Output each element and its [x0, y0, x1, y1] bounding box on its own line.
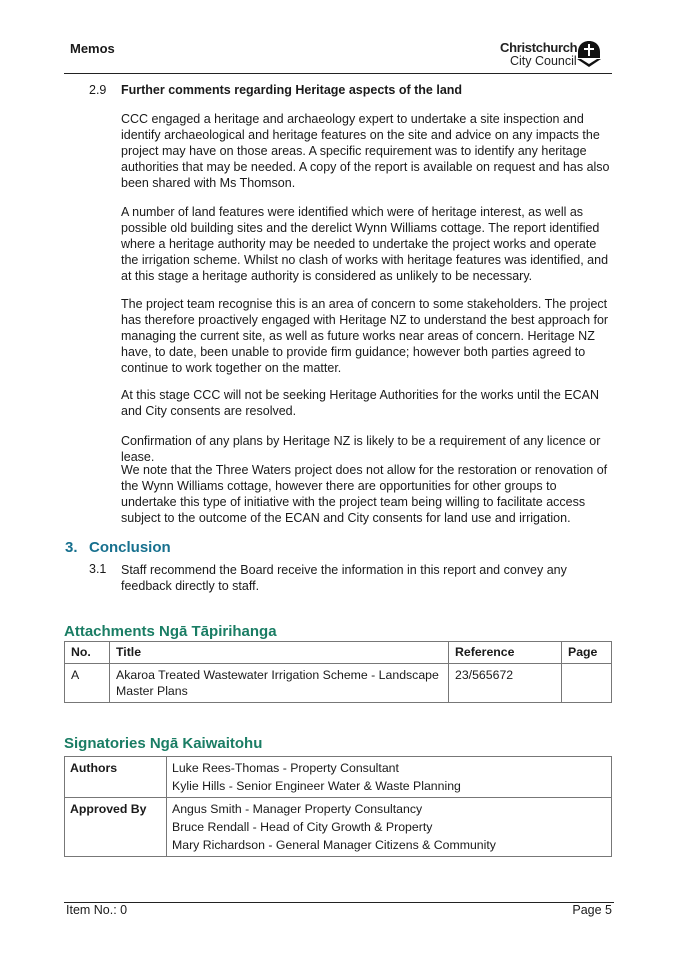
- cathedral-icon: [577, 41, 601, 67]
- table-row: [65, 798, 612, 857]
- cell-page: [562, 664, 612, 703]
- conclusion-number: 3.: [65, 539, 78, 556]
- footer-divider: [64, 902, 614, 903]
- conclusion-heading: [65, 539, 171, 556]
- paragraph: Confirmation of any plans by Heritage NZ is likely to be a requirement of any licence or lease.: [121, 434, 601, 465]
- approver-name: Bruce Rendall - Head of City Growth & Property: [172, 820, 433, 834]
- logo-line-2: City Council: [510, 54, 577, 68]
- cell-reference: 23/565672: [449, 664, 562, 703]
- authors-label: Authors: [65, 757, 167, 798]
- paragraph: At this stage CCC will not be seeking Heritage Authorities for the works until the ECAN and City consents are resolved.: [121, 388, 599, 419]
- column-header-title: Title: [110, 642, 449, 664]
- author-name: Kylie Hills - Senior Engineer Water & Waste Planning: [172, 779, 461, 793]
- attachments-table: [64, 641, 612, 703]
- table-row: [65, 664, 612, 703]
- column-header-page: Page: [562, 642, 612, 664]
- conclusion-title: Conclusion: [89, 539, 171, 556]
- approver-name: Mary Richardson - General Manager Citizens & Community: [172, 838, 496, 852]
- paragraph: The project team recognise this is an area of concern to some stakeholders. The project has therefore proactively engaged with Heritage NZ to understand the best approach for managing the current site, as well as future works near areas of concern. Heritage NZ have, to date, been unable to provide firm guidance; however both parties agreed to continue to work together on the matter.: [121, 297, 609, 376]
- council-logo: [500, 40, 605, 70]
- attachments-heading: Attachments Ngā Tāpirihanga: [64, 623, 277, 640]
- paragraph: We note that the Three Waters project does not allow for the restoration or renovation of the Wynn Williams cottage, however there are opportunities for other groups to undertake this type of initiative with the project team being willing to facilitate access subject to the outcome of the ECAN and City consents for land use and irrigation.: [121, 463, 608, 526]
- signatories-heading: Signatories Ngā Kaiwaitohu: [64, 735, 263, 752]
- section-heading: Further comments regarding Heritage aspects of the land: [121, 83, 463, 97]
- conclusion-text: Staff recommend the Board receive the information in this report and convey any feedback directly to staff.: [121, 563, 567, 594]
- cell-title: Akaroa Treated Wastewater Irrigation Scheme - Landscape Master Plans: [110, 664, 449, 703]
- section-number: 2.9: [89, 83, 107, 97]
- signatories-table: [64, 756, 612, 857]
- table-header-row: [65, 642, 612, 664]
- column-header-no: No.: [65, 642, 110, 664]
- footer-item-number: Item No.: 0: [66, 903, 128, 917]
- cell-no: A: [65, 664, 110, 703]
- approvers-list: [167, 798, 612, 857]
- paragraph: A number of land features were identified which were of heritage interest, as well as possible old building sites and the derelict Wynn Williams cottage. The report identified where a heritage authority may be needed to undertake the project works and operate the irrigation scheme. Whilst no clash of works with heritage features was identified, and at this stage a heritage authority is considered as unlikely to be necessary.: [121, 205, 609, 284]
- footer-page-number: Page 5: [572, 903, 612, 917]
- author-name: Luke Rees-Thomas - Property Consultant: [172, 761, 399, 775]
- logo-line-1: Christchurch: [500, 40, 578, 55]
- paragraph: CCC engaged a heritage and archaeology expert to undertake a site inspection and identify archaeological and heritage features on the site and advice on any impacts the project may have on those areas. A specific requirement was to identify any heritage authorities that may be needed. A copy of the report is available on request and has also been shared with Ms Thomson.: [121, 112, 610, 191]
- column-header-reference: Reference: [449, 642, 562, 664]
- conclusion-item-number: 3.1: [89, 562, 107, 576]
- authors-list: [167, 757, 612, 798]
- table-row: [65, 757, 612, 798]
- approver-name: Angus Smith - Manager Property Consultancy: [172, 802, 423, 816]
- header-divider: [64, 73, 612, 74]
- page-header-title: Memos: [70, 41, 115, 56]
- approved-by-label: Approved By: [65, 798, 167, 857]
